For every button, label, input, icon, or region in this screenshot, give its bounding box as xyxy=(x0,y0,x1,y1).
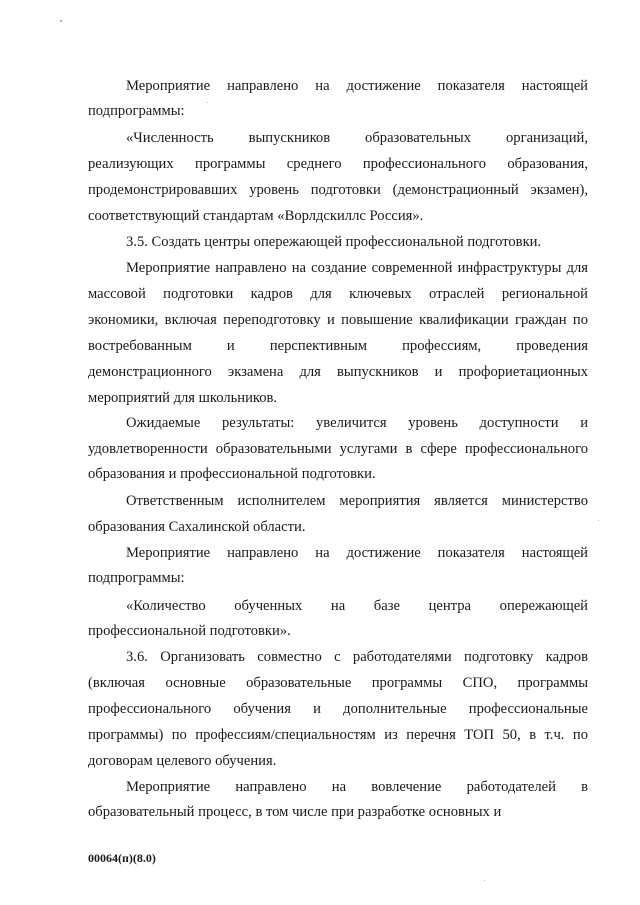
document-code: 00064(п)(8.0) xyxy=(88,851,156,865)
paragraph-line: подпрограммы: xyxy=(88,570,185,586)
paragraph-line: (включая основные образовательные программы СПО, программы xyxy=(88,675,588,691)
paragraph-line: мероприятий для школьников. xyxy=(88,390,278,406)
paragraph-line: 3.6. Организовать совместно с работодателями подготовку кадров xyxy=(126,649,588,665)
scan-speck xyxy=(60,20,62,22)
paragraph-line: реализующих программы среднего профессионального образования, xyxy=(88,156,588,172)
scan-speck xyxy=(598,520,599,521)
paragraph-line: договорам целевого обучения. xyxy=(88,753,277,769)
paragraph-line: соответствующий стандартам «Ворлдскиллс Россия». xyxy=(88,208,424,224)
paragraph-line: Мероприятие направлено на создание современной инфраструктуры для xyxy=(126,260,588,276)
scan-speck xyxy=(484,880,485,881)
paragraph-line: массовой подготовки кадров для ключевых отраслей региональной xyxy=(88,286,588,302)
paragraph-line: образования Сахалинской области. xyxy=(88,519,306,535)
paragraph-line: востребованным и перспективным профессиям, проведения xyxy=(88,338,588,354)
paragraph-line: Мероприятие направлено на достижение показателя настоящей xyxy=(126,545,588,561)
paragraph-line: «Количество обученных на базе центра опережающей xyxy=(126,598,588,614)
paragraph-line: продемонстрировавших уровень подготовки (демонстрационный экзамен), xyxy=(88,182,588,198)
paragraph-line: образования и профессиональной подготовки. xyxy=(88,466,376,482)
paragraph-line: профессиональной подготовки». xyxy=(88,623,291,639)
paragraph-line: подпрограммы: xyxy=(88,103,185,119)
paragraph-line: удовлетворенности образовательными услугами в сфере профессионального xyxy=(88,441,588,457)
paragraph-line: образовательный процесс, в том числе при разработке основных и xyxy=(88,804,502,820)
paragraph-line: Мероприятие направлено на вовлечение работодателей в xyxy=(126,779,588,795)
paragraph-line: «Численность выпускников образовательных организаций, xyxy=(126,130,588,146)
paragraph-line: 3.5. Создать центры опережающей профессиональной подготовки. xyxy=(126,234,542,250)
paragraph-line: демонстрационного экзамена для выпускников и профориетационных xyxy=(88,364,588,380)
paragraph-line: профессионального обучения и дополнительные профессиональные xyxy=(88,701,588,717)
paragraph-line: Ожидаемые результаты: увеличится уровень доступности и xyxy=(126,415,588,431)
paragraph-line: программы) по профессиям/специальностям из перечня ТОП 50, в т.ч. по xyxy=(88,727,588,743)
paragraph-line: экономики, включая переподготовку и повышение квалификации граждан по xyxy=(88,312,588,328)
paragraph-line: Ответственным исполнителем мероприятия является министерство xyxy=(126,493,588,509)
paragraph-line: Мероприятие направлено на достижение показателя настоящей xyxy=(126,78,588,94)
